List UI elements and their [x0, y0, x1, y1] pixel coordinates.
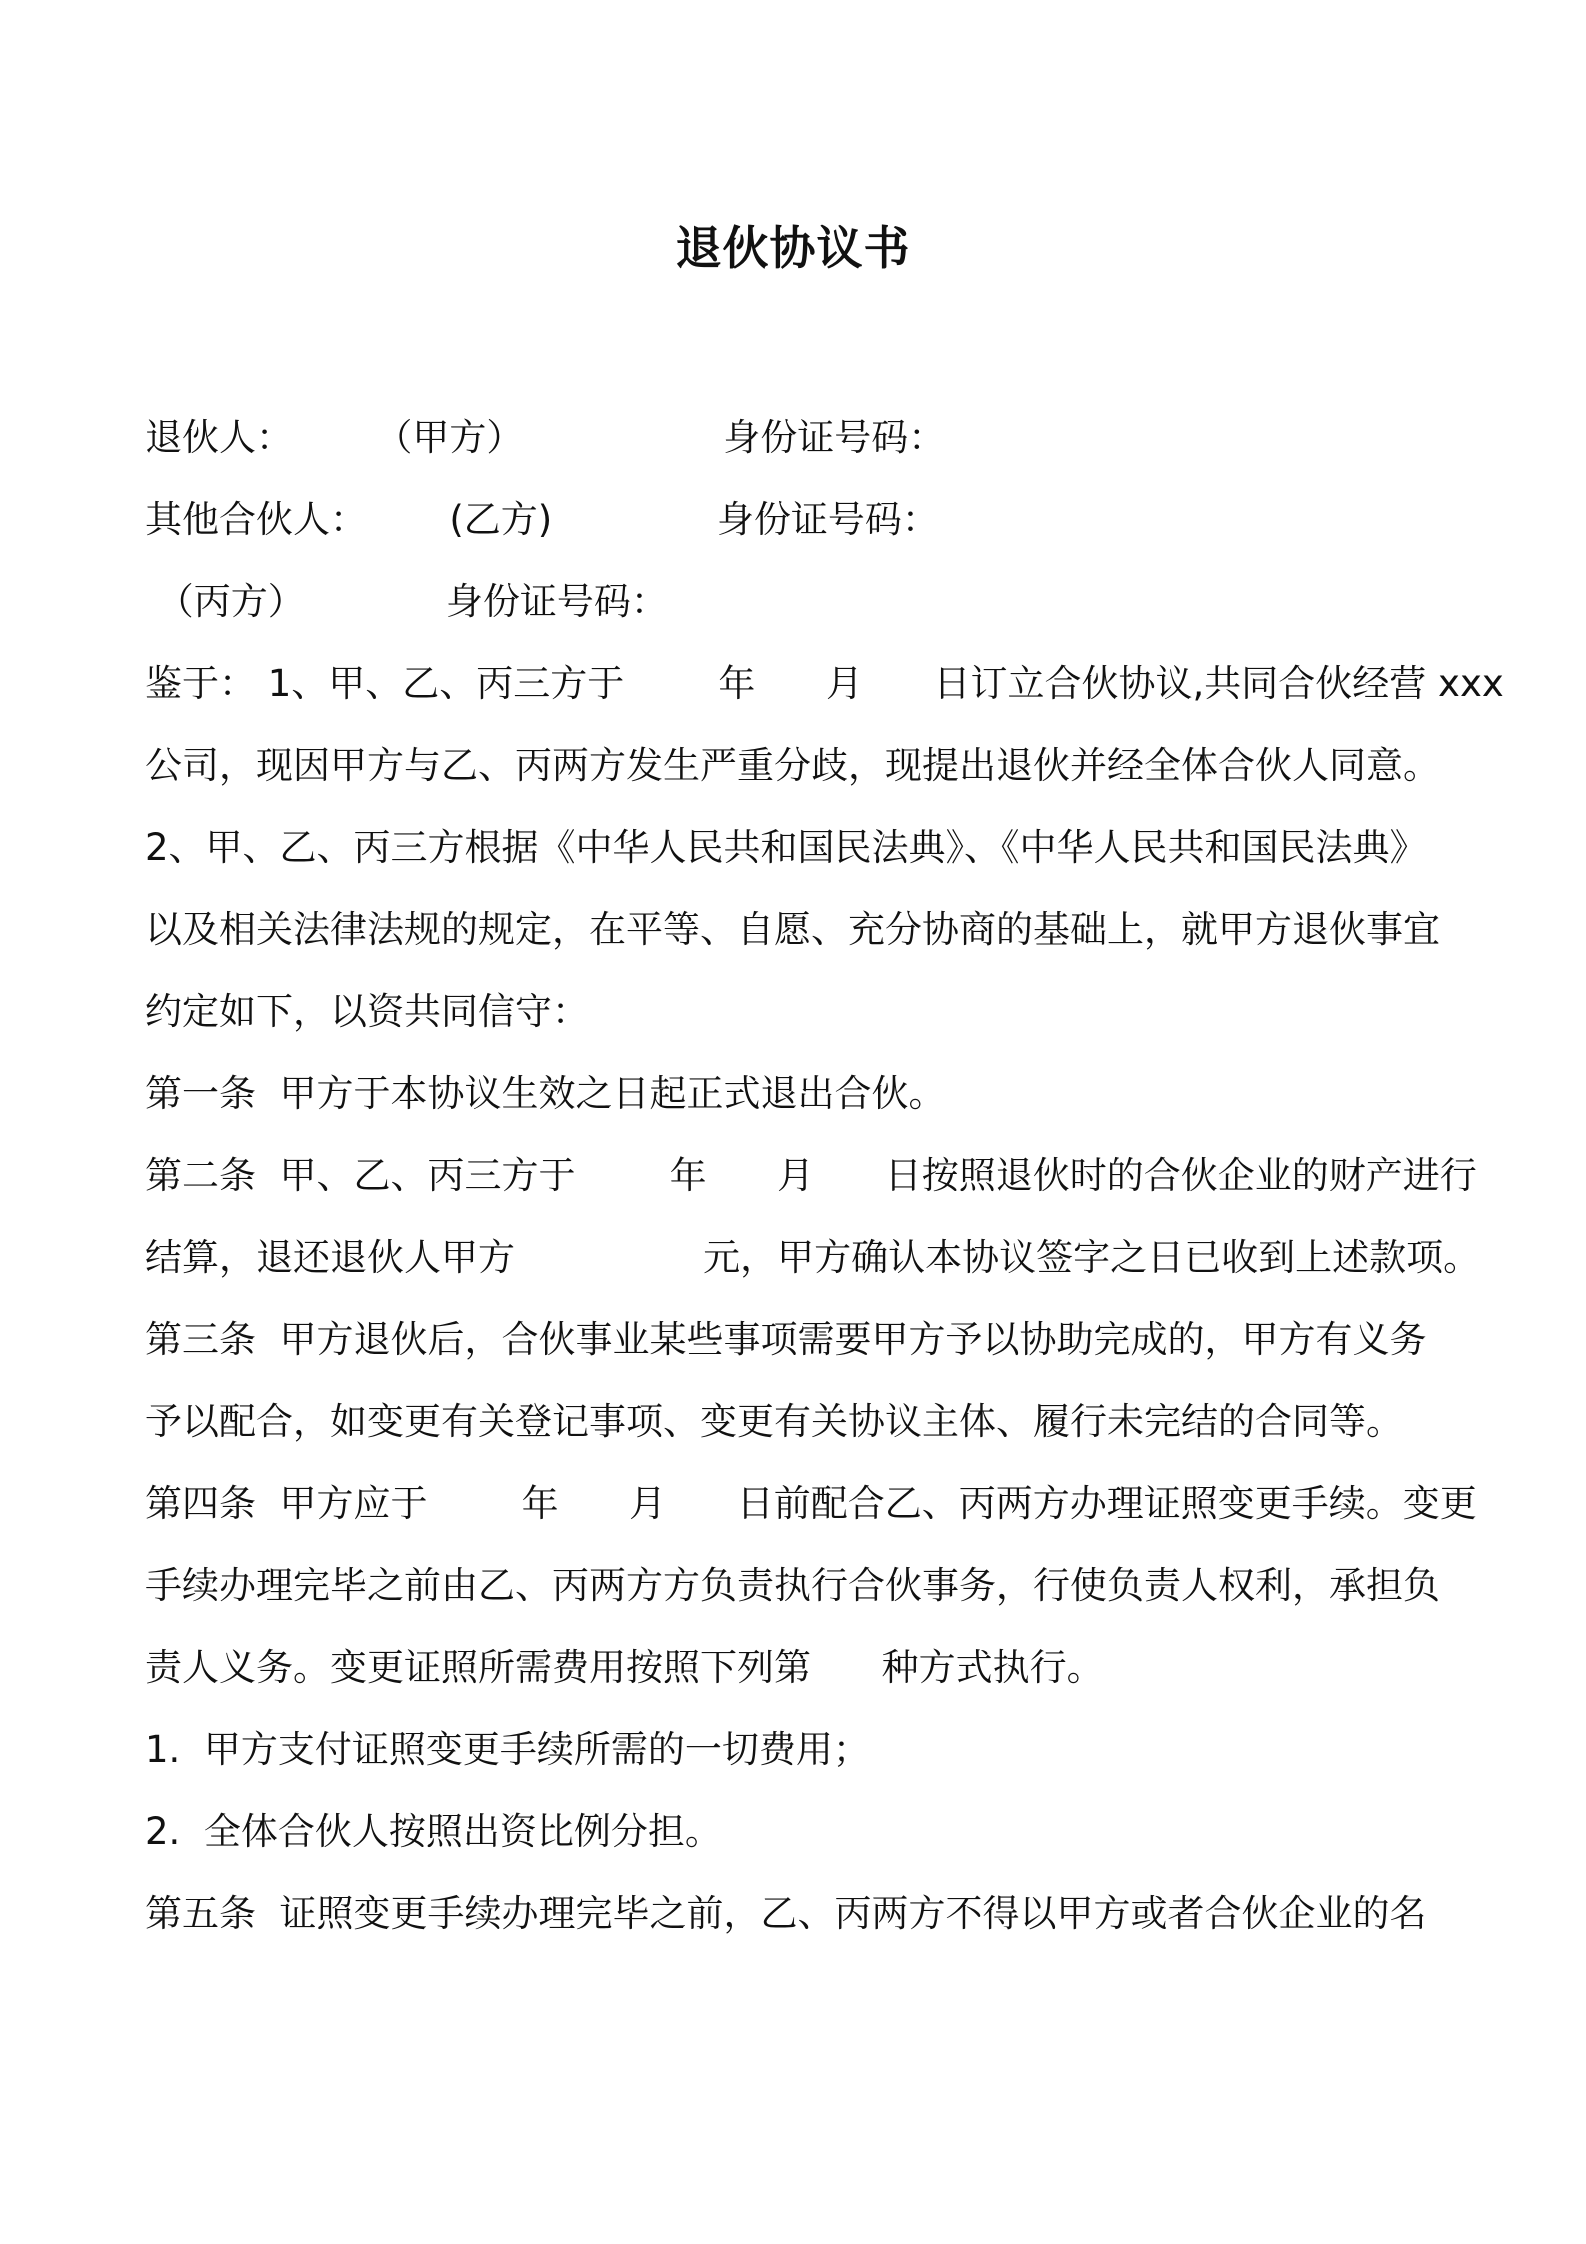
party-c-line: （丙方） 身份证号码：	[145, 580, 668, 623]
article-2-line: 第二条 甲、乙、丙三方于 年 月 日按照退伙时的合伙企业的财产进行	[145, 1154, 1477, 1197]
body-line: 结算，退还退伙人甲方 元，甲方确认本协议签字之日已收到上述款项。	[145, 1236, 1481, 1279]
party-b-line: 其他合伙人： (乙方) 身份证号码：	[145, 498, 939, 541]
body-line: 约定如下，以资共同信守：	[145, 990, 589, 1033]
article-5-line: 第五条 证照变更手续办理完毕之前，乙、丙两方不得以甲方或者合伙企业的名	[145, 1892, 1427, 1935]
article-4-line: 第四条 甲方应于 年 月 日前配合乙、丙两方办理证照变更手续。变更	[145, 1482, 1477, 1525]
article-3-line: 第三条 甲方退伙后，合伙事业某些事项需要甲方予以协助完成的，甲方有义务	[145, 1318, 1427, 1361]
article-1-line: 第一条 甲方于本协议生效之日起正式退出合伙。	[145, 1072, 946, 1115]
body-line: 予以配合，如变更有关登记事项、变更有关协议主体、履行未完结的合同等。	[145, 1400, 1403, 1443]
body-line: 鉴于： 1、甲、乙、丙三方于 年 月 日订立合伙协议,共同合伙经营 xxx	[145, 662, 1504, 705]
option-1-line: 1. 甲方支付证照变更手续所需的一切费用；	[145, 1728, 870, 1771]
option-2-line: 2. 全体合伙人按照出资比例分担。	[145, 1810, 722, 1853]
body-line: 公司，现因甲方与乙、丙两方发生严重分歧，现提出退伙并经全体合伙人同意。	[145, 744, 1440, 787]
party-a-line: 退伙人： （甲方） 身份证号码：	[145, 416, 946, 459]
body-line: 手续办理完毕之前由乙、丙两方方负责执行合伙事务，行使负责人权利，承担负	[145, 1564, 1440, 1607]
body-line: 责人义务。变更证照所需费用按照下列第 种方式执行。	[145, 1646, 1104, 1689]
body-line: 以及相关法律法规的规定，在平等、自愿、充分协商的基础上，就甲方退伙事宜	[145, 908, 1440, 951]
document-title: 退伙协议书	[675, 221, 911, 275]
body-line: 2、甲、乙、丙三方根据《中华人民共和国民法典》、《中华人民共和国民法典》	[145, 826, 1427, 869]
